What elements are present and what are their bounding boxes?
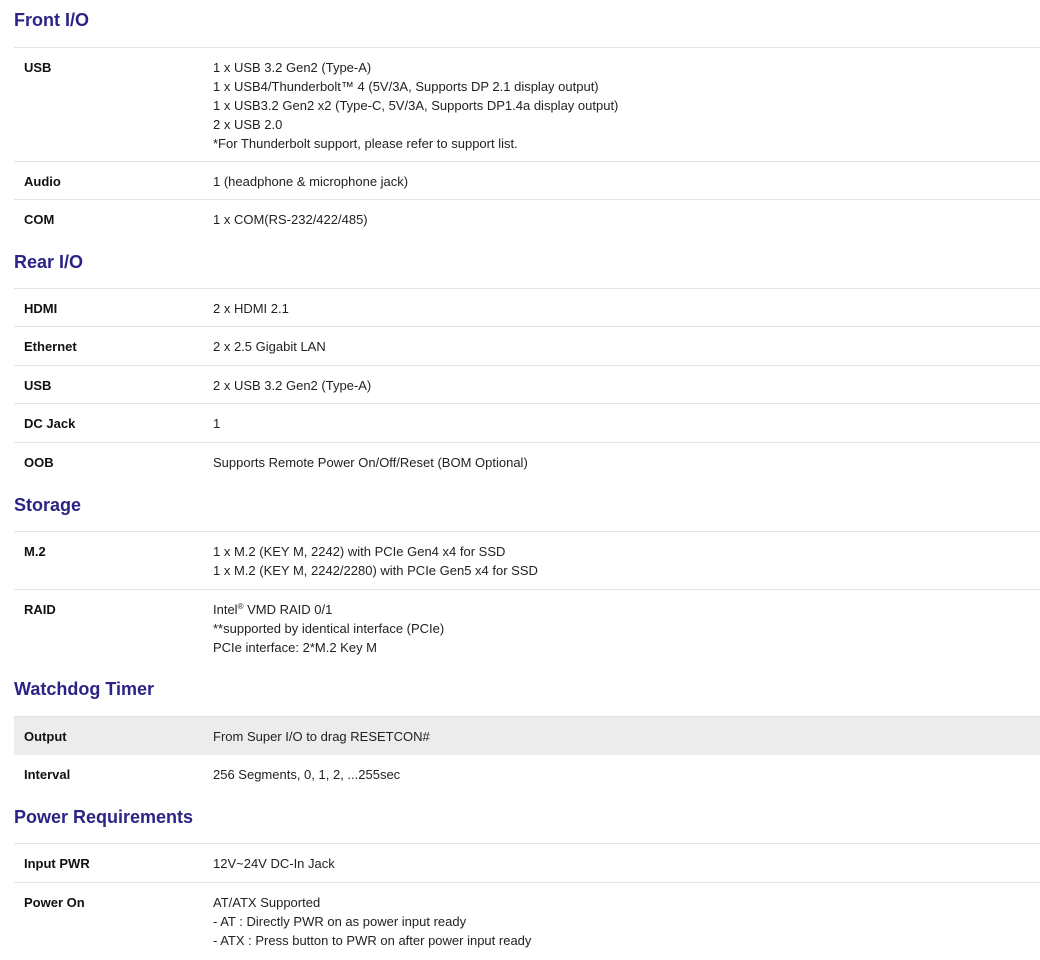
spec-value xyxy=(213,210,368,229)
spec-line: 256 Segments, 0, 1, 2, ...255sec xyxy=(213,767,401,782)
spec-label: M.2 xyxy=(24,544,46,559)
spec-label: RAID xyxy=(24,602,56,617)
section-title-storage: Storage xyxy=(14,495,82,515)
spec-value xyxy=(213,765,400,784)
spec-row-rear-usb xyxy=(14,365,1040,404)
spec-line: 1 xyxy=(213,416,221,431)
spec-value xyxy=(213,299,289,318)
spec-row-hdmi xyxy=(14,288,1040,327)
spec-label: Output xyxy=(24,729,67,744)
spec-line: *For Thunderbolt support, please refer to support list. xyxy=(213,136,518,151)
spec-value xyxy=(213,893,531,950)
spec-row-m2 xyxy=(14,531,1040,589)
spec-row-oob xyxy=(14,442,1040,482)
spec-line: 1 x USB3.2 Gen2 x2 (Type-C, 5V/3A, Supports DP1.4a display output) xyxy=(213,98,619,113)
spec-value xyxy=(213,58,618,153)
spec-value xyxy=(213,453,528,472)
section-title-power-requirements: Power Requirements xyxy=(14,807,194,827)
spec-label: Audio xyxy=(24,174,61,189)
spec-value xyxy=(213,376,371,395)
spec-value xyxy=(213,337,326,356)
spec-label: HDMI xyxy=(24,301,58,316)
section-title-watchdog-timer: Watchdog Timer xyxy=(14,679,155,699)
spec-line: 1 x COM(RS-232/422/485) xyxy=(213,212,368,227)
section-title-front-io: Front I/O xyxy=(14,10,89,30)
spec-row-dc-jack xyxy=(14,403,1040,442)
spec-value xyxy=(213,854,335,873)
section-title-rear-io: Rear I/O xyxy=(14,252,84,272)
spec-line: 1 x M.2 (KEY M, 2242) with PCIe Gen4 x4 for SSD xyxy=(213,544,506,559)
registered-mark: ® xyxy=(237,602,244,611)
spec-row-raid xyxy=(14,589,1040,666)
spec-label: OOB xyxy=(24,455,54,470)
spec-label: Ethernet xyxy=(24,339,77,354)
spec-line: 1 x M.2 (KEY M, 2242/2280) with PCIe Gen5 x4 for SSD xyxy=(213,563,538,578)
spec-row-ethernet xyxy=(14,326,1040,365)
spec-line: 12V~24V DC-In Jack xyxy=(213,856,335,871)
spec-row-interval xyxy=(14,754,1040,794)
spec-row-front-usb xyxy=(14,47,1040,162)
spec-line: 1 (headphone & microphone jack) xyxy=(213,174,409,189)
spec-label: DC Jack xyxy=(24,416,76,431)
spec-label: USB xyxy=(24,378,52,393)
spec-label: Power On xyxy=(24,895,85,910)
spec-line: 2 x USB 2.0 xyxy=(213,117,283,132)
spec-line: From Super I/O to drag RESETCON# xyxy=(213,729,430,744)
spec-label: Interval xyxy=(24,767,71,782)
spec-line: 1 x USB 3.2 Gen2 (Type-A) xyxy=(213,60,372,75)
spec-label: Input PWR xyxy=(24,856,90,871)
spec-line: 1 x USB4/Thunderbolt™ 4 (5V/3A, Supports DP 2.1 display output) xyxy=(213,79,599,94)
spec-line xyxy=(213,600,444,619)
spec-row-com xyxy=(14,199,1040,239)
spec-value xyxy=(213,172,408,191)
spec-line: Supports Remote Power On/Off/Reset (BOM Optional) xyxy=(213,455,528,470)
spec-label: USB xyxy=(24,60,52,75)
spec-row-output xyxy=(14,716,1040,755)
spec-row-input-pwr xyxy=(14,843,1040,882)
spec-line: 2 x HDMI 2.1 xyxy=(213,301,289,316)
spec-label: COM xyxy=(24,212,55,227)
spec-text: Intel xyxy=(213,602,238,617)
spec-line: **supported by identical interface (PCIe) xyxy=(213,621,445,636)
spec-line: PCIe interface: 2*M.2 Key M xyxy=(213,640,378,655)
spec-row-audio xyxy=(14,161,1040,200)
spec-value xyxy=(213,542,538,580)
spec-line: AT/ATX Supported xyxy=(213,895,321,910)
spec-line: 2 x USB 3.2 Gen2 (Type-A) xyxy=(213,378,372,393)
spec-value xyxy=(213,414,220,433)
spec-value xyxy=(213,727,430,746)
spec-line: 2 x 2.5 Gigabit LAN xyxy=(213,339,326,354)
spec-text: VMD RAID 0/1 xyxy=(243,602,333,617)
spec-row-power-on xyxy=(14,882,1040,960)
spec-line: - ATX : Press button to PWR on after power input ready xyxy=(213,933,532,948)
spec-line: - AT : Directly PWR on as power input ready xyxy=(213,914,467,929)
spec-value xyxy=(213,600,444,657)
